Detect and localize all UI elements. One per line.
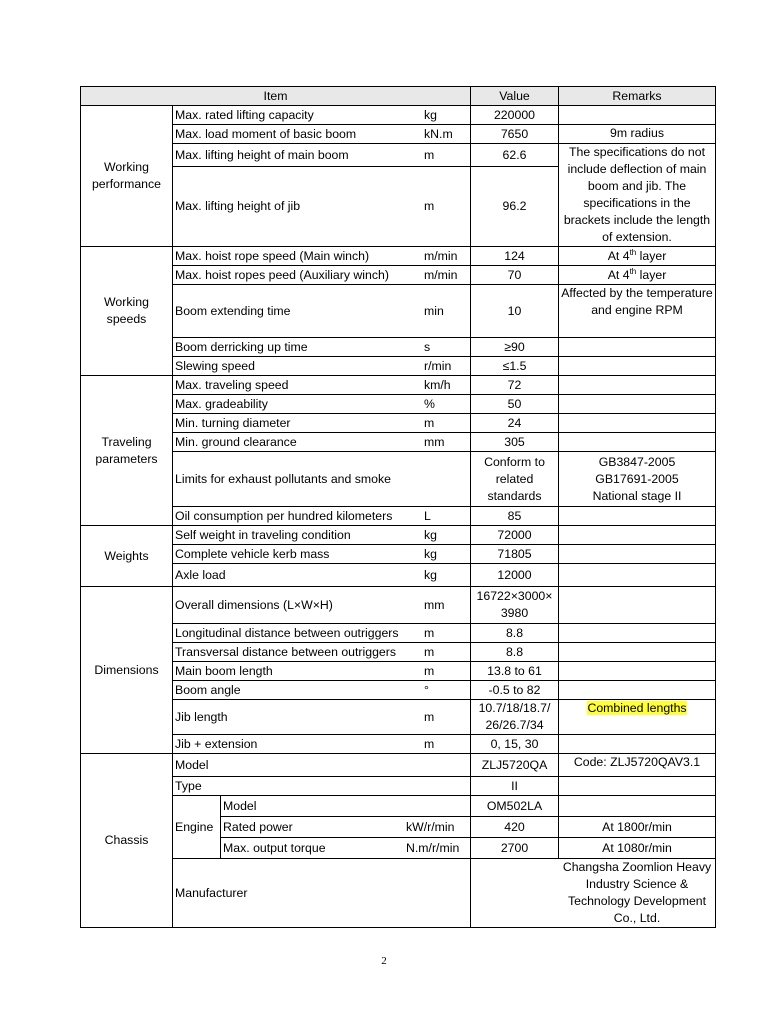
row-unit: m [424,147,435,162]
row-remark: At 1080r/min [559,838,716,859]
row-remark [559,735,716,754]
row-value: II [471,777,559,796]
row-value: 71805 [471,545,559,564]
row-value: 70 [471,266,559,285]
row-value: 8.8 [471,624,559,643]
row-label: Min. turning diameter [175,415,291,430]
table-row [81,777,716,796]
remark-text: At 4 [607,248,630,263]
row-remark [559,376,716,395]
row-unit: % [424,396,435,411]
row-remark [559,545,716,564]
table-row [81,414,716,433]
row-label: Min. ground clearance [175,434,297,449]
table-row [81,545,716,564]
row-unit: km/h [424,377,451,392]
row-label: Max. hoist ropes peed (Auxiliary winch) [175,267,389,282]
remark-line: GB3847-2005 [598,454,676,469]
table-row [81,125,716,144]
row-label: Max. lifting height of jib [175,199,301,214]
row-label: Transversal distance between outriggers [175,644,397,659]
row-remark [559,106,716,125]
row-remark: At 1800r/min [559,817,716,838]
remark-sup: th [629,247,637,257]
table-row [81,754,716,777]
table-row [81,587,716,624]
row-unit: s [424,339,431,354]
page-number: 2 [381,955,387,967]
row-unit: ° [424,682,429,697]
table-row [81,735,716,754]
row-value: OM502LA [471,796,559,817]
remark-line: GB17691-2005 [595,471,679,486]
row-label: Jib + extension [175,736,258,751]
row-value: 50 [471,395,559,414]
row-label: Rated power [223,819,293,834]
row-value: Conform to related standards [471,452,559,507]
table-row [81,796,716,817]
table-row [81,526,716,545]
group-dimensions: Dimensions [81,587,173,754]
row-remark [559,587,716,624]
row-label: Jib length [175,709,228,724]
row-label: Overall dimensions (L×W×H) [175,597,333,612]
row-remark [559,338,716,357]
row-label: Complete vehicle kerb mass [175,546,330,561]
row-remark [559,662,716,681]
row-unit: m [424,415,435,430]
row-label: Max. traveling speed [175,377,289,392]
row-label: Max. rated lifting capacity [175,107,314,122]
table-row [81,859,716,928]
row-remark [559,624,716,643]
row-value: 124 [471,247,559,266]
header-value: Value [471,87,559,106]
row-remark: Code: ZLJ5720QAV3.1 [559,754,716,777]
row-remark [559,266,716,285]
row-label: Boom angle [175,682,241,697]
row-value: 2700 [471,838,559,859]
row-value: 12000 [471,564,559,587]
row-label: Self weight in traveling condition [175,527,351,542]
group-chassis: Chassis [81,754,173,928]
row-value: ≤1.5 [471,357,559,376]
row-remark-highlight: Combined lengths [587,701,687,715]
row-remark [559,526,716,545]
row-label: Main boom length [175,663,273,678]
table-row [81,357,716,376]
row-remark: 9m radius [559,125,716,144]
row-remark [559,452,716,507]
row-label: Boom derricking up time [175,339,308,354]
table-row [81,338,716,357]
row-value: 8.8 [471,643,559,662]
row-unit: m [424,644,435,659]
table-row [81,564,716,587]
row-value: 10 [471,285,559,338]
table-row [81,624,716,643]
table-row [81,681,716,700]
row-label: Longitudinal distance between outriggers [175,625,399,640]
row-label: Model [175,757,209,772]
table-row [81,106,716,125]
table-row [81,285,716,338]
row-value: 72000 [471,526,559,545]
row-unit: kg [424,107,437,122]
row-unit: min [424,303,444,318]
row-label: Max. hoist rope speed (Main winch) [175,248,370,263]
table-row [81,507,716,526]
row-value: 420 [471,817,559,838]
row-remark [559,247,716,266]
row-unit: kg [424,527,437,542]
row-unit: mm [424,597,445,612]
row-label: Max. gradeability [175,396,268,411]
row-value: 85 [471,507,559,526]
row-remark [559,357,716,376]
row-remark [559,643,716,662]
subgroup-engine: Engine [173,796,221,859]
row-unit: m/min [424,267,458,282]
row-remark [559,796,716,817]
row-unit: m [424,199,435,214]
row-label: Max. load moment of basic boom [175,126,357,141]
row-value: 13.8 to 61 [471,662,559,681]
row-unit: m [424,663,435,678]
row-label: Slewing speed [175,358,255,373]
table-row [81,266,716,285]
group-weights: Weights [81,526,173,587]
row-value: 24 [471,414,559,433]
row-unit: m [424,736,435,751]
row-unit: kg [424,567,437,582]
remark-text: layer [636,248,667,263]
header-remarks: Remarks [559,87,716,106]
row-unit: kg [424,546,437,561]
table-row [81,144,716,167]
table-row [81,452,716,507]
row-value: -0.5 to 82 [471,681,559,700]
remark-sup: th [629,266,637,276]
row-unit: m/min [424,248,458,263]
table-row [81,247,716,266]
row-label: Axle load [175,567,226,582]
row-unit: r/min [424,358,452,373]
row-unit: kW/r/min [406,819,455,834]
remark-text: layer [636,267,667,282]
row-label: Model [223,798,257,813]
row-unit: kN.m [424,126,453,141]
table-row [81,395,716,414]
remark-text: At 4 [607,267,630,282]
table-row [81,433,716,452]
row-remark [559,681,716,700]
row-unit: N.m/r/min [406,840,460,855]
table-row [81,643,716,662]
row-label: Max. output torque [223,840,326,855]
header-row [81,87,716,106]
header-item: Item [81,87,471,106]
row-remark-specifications: The specifications do not include deflection of main boom and jib. The specifications in the brackets include the length of extension. [559,144,716,247]
manufacturer-value: Changsha Zoomlion Heavy Industry Science & Technology Development Co., Ltd. [471,859,716,928]
row-remark [559,777,716,796]
row-label: Type [175,778,202,793]
table-row [81,662,716,681]
row-label: Boom extending time [175,303,291,318]
remark-line: National stage II [592,488,682,503]
group-working-performance: Working performance [81,106,173,247]
row-remark [559,564,716,587]
row-value: 220000 [471,106,559,125]
row-label: Max. lifting height of main boom [175,147,349,162]
row-value: 10.7/18/18.7/ 26/26.7/34 [471,700,559,735]
row-label: Oil consumption per hundred kilometers [175,508,393,523]
table-row [81,376,716,395]
row-unit: L [424,508,431,523]
row-remark [559,395,716,414]
row-remark: Affected by the temperature and engine RPM [559,285,716,338]
row-value: 0, 15, 30 [471,735,559,754]
row-label: Manufacturer [175,885,248,900]
spec-table [80,86,716,928]
row-remark [559,507,716,526]
row-remark [559,414,716,433]
row-value: 305 [471,433,559,452]
row-value: ≥90 [471,338,559,357]
row-remark [559,433,716,452]
row-unit: mm [424,434,445,449]
row-value: 72 [471,376,559,395]
row-value: ZLJ5720QA [471,754,559,777]
row-value: 96.2 [471,167,559,247]
row-value: 62.6 [471,144,559,167]
row-label: Limits for exhaust pollutants and smoke [175,471,391,486]
group-working-speeds: Working speeds [81,247,173,376]
row-unit: m [424,709,435,724]
row-unit: m [424,625,435,640]
table-row [81,700,716,735]
row-value: 7650 [471,125,559,144]
group-traveling-parameters: Traveling parameters [81,376,173,526]
row-value: 16722×3000× 3980 [471,587,559,624]
